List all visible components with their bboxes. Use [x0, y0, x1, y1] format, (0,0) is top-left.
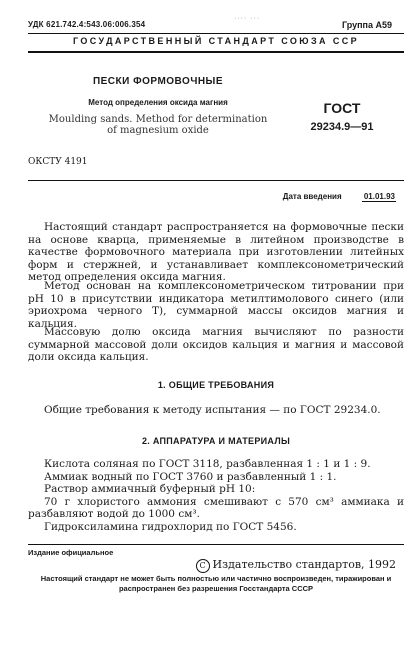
- english-title-line2: of magnesium oxide: [107, 125, 209, 136]
- header: [28, 8, 396, 32]
- materials-item-hydrochloric-acid: Кислота соляная по ГОСТ 3118, разбавленная 1 : 1 и 1 : 9.: [44, 458, 371, 470]
- udk-code: УДК 621.742.4:543.06:006.354: [28, 20, 146, 29]
- section-2-heading: 2. АППАРАТУРА И МАТЕРИАЛЫ: [141, 436, 291, 446]
- gost-number: 29234.9—91: [310, 121, 374, 133]
- intro-paragraph-calculation: Массовую долю оксида магния вычисляют по разности суммарной массовой доли оксидов кальция и магния и массовой доли оксида кальция.: [28, 326, 404, 364]
- document-subtitle: Метод определения оксида магния: [88, 98, 228, 107]
- english-title-line1: Moulding sands. Method for determination: [48, 114, 268, 125]
- intro-paragraph-scope: Настоящий стандарт распространяется на формовочные пески на основе кварца, применяемые в литейном производстве в качестве формовочного материала при изготовлении литейных форм и стержней, и устанавливает комплексонометрический метод определения оксида магния.: [28, 221, 404, 284]
- section-1-heading: 1. ОБЩИЕ ТРЕБОВАНИЯ: [157, 380, 275, 390]
- copyright-line: [196, 558, 396, 573]
- copyright-icon: C: [196, 559, 210, 573]
- footer-rule: [28, 544, 404, 545]
- section-1-text: Общие требования к методу испытания — по ГОСТ 29234.0.: [44, 404, 381, 416]
- materials-list: [28, 458, 404, 534]
- gost-label: ГОСТ: [323, 100, 361, 116]
- state-standard-banner: ГОСУДАРСТВЕННЫЙ СТАНДАРТ СОЮЗА ССР: [72, 36, 360, 46]
- effective-date-label: Дата введения: [282, 192, 342, 201]
- document-title: ПЕСКИ ФОРМОВОЧНЫЕ: [92, 76, 224, 87]
- materials-item-ammonia: Аммиак водный по ГОСТ 3760 и разбавленный 1 : 1.: [44, 470, 337, 483]
- copyright-text: Издательство стандартов, 1992: [212, 558, 396, 571]
- edition-label: Издание официальное: [28, 548, 114, 557]
- effective-date-value: 01.01.93: [363, 192, 395, 201]
- oksty-code: ОКСТУ 4191: [28, 157, 88, 167]
- header-rule-top: [28, 33, 404, 34]
- reproduction-notice: Настоящий стандарт не может быть полностью или частично воспроизведен, тиражирован и распространен без разрешения Госстандарта СССР: [40, 574, 392, 593]
- group-code: Группа А59: [341, 20, 392, 30]
- english-title: [40, 114, 276, 136]
- materials-item-buffer-preparation: 70 г хлористого аммония смешивают с 570 см³ аммиака и разбавляют водой до 1000 см³.: [28, 495, 404, 521]
- faint-marks: ···· ···: [234, 15, 261, 22]
- effective-date: [283, 192, 396, 202]
- materials-item-hydroxylamine: Гидроксиламина гидрохлорид по ГОСТ 5456.: [44, 520, 297, 533]
- intro-paragraph-method: Метод основан на комплексонометрическом титровании при pH 10 в присутствии индикатора метилтимолового синего (или эриохрома черного Т), суммарной массы оксидов магния и кальция.: [28, 280, 404, 330]
- header-rule-bottom: [28, 51, 404, 53]
- materials-item-buffer-solution: Раствор аммиачный буферный pH 10:: [44, 483, 256, 496]
- date-rule: [28, 180, 404, 181]
